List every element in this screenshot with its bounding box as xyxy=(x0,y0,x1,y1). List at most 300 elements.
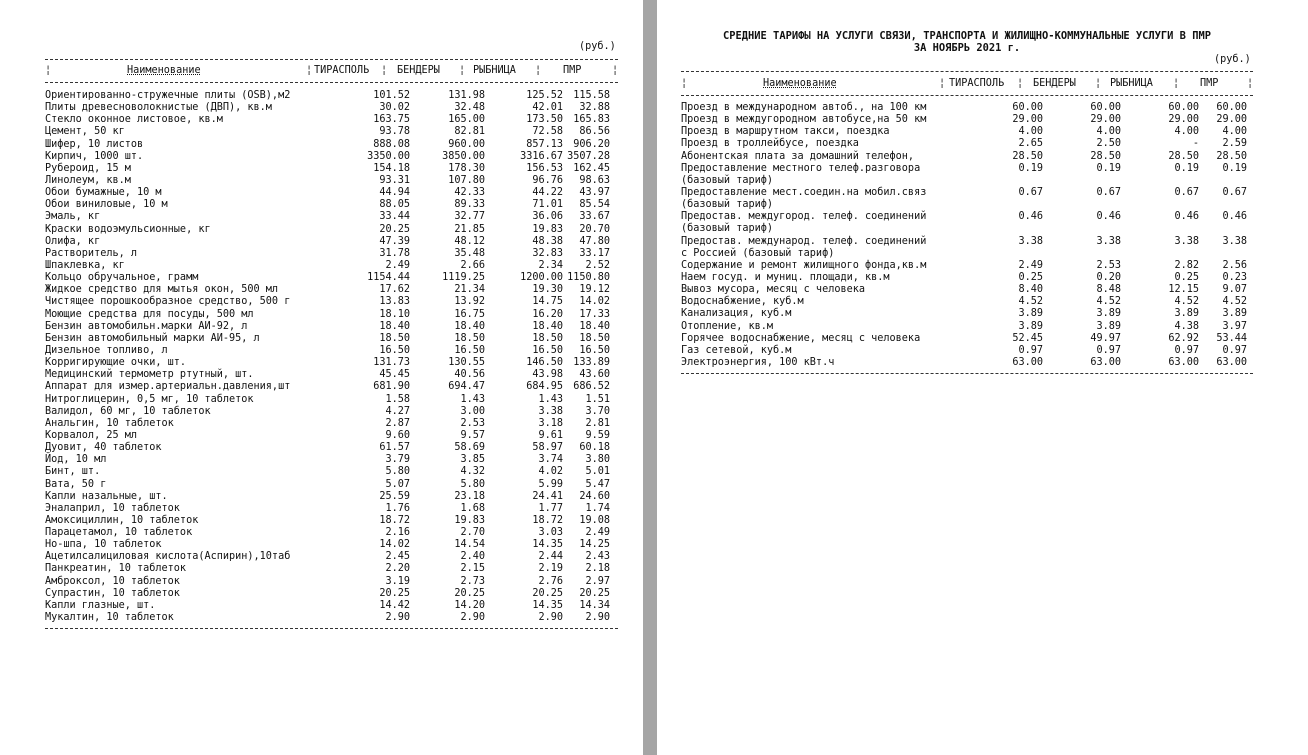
table-row xyxy=(45,491,618,503)
value-tiraspol: 52.45 xyxy=(1012,332,1043,344)
table-row xyxy=(45,272,618,284)
row-label: Предоставление местного телеф.разговора xyxy=(681,162,921,174)
value-rybnitsa: 58.97 xyxy=(532,442,563,454)
value-rybnitsa: 3.18 xyxy=(538,417,563,429)
value-bendery: 18.40 xyxy=(454,320,485,332)
table-row xyxy=(45,151,618,163)
table-row xyxy=(681,333,1253,345)
value-tiraspol: 1.76 xyxy=(385,502,410,514)
table-row xyxy=(45,126,618,138)
value-rybnitsa: 3.38 xyxy=(1174,235,1199,247)
header-pmr: ПМР xyxy=(1200,78,1219,89)
value-bendery: 2.73 xyxy=(460,575,485,587)
value-rybnitsa: 43.98 xyxy=(532,369,563,381)
value-pmr: 28.50 xyxy=(1216,150,1247,162)
row-label: Капли назальные, шт. xyxy=(45,490,168,502)
value-rybnitsa: 20.25 xyxy=(532,587,563,599)
value-rybnitsa: 29.00 xyxy=(1168,114,1199,126)
value-bendery: 32.77 xyxy=(454,211,485,223)
row-label: Анальгин, 10 таблеток xyxy=(45,417,174,429)
value-bendery: 23.18 xyxy=(454,490,485,502)
value-rybnitsa: 14.35 xyxy=(532,539,563,551)
table-row xyxy=(681,163,1253,175)
value-tiraspol: 13.83 xyxy=(379,296,410,308)
value-tiraspol: 18.72 xyxy=(379,514,410,526)
value-rybnitsa: 28.50 xyxy=(1168,150,1199,162)
value-bendery: 2.15 xyxy=(460,563,485,575)
value-bendery: 35.48 xyxy=(454,247,485,259)
value-pmr: 2.59 xyxy=(1222,138,1247,150)
row-label: Йод, 10 мл xyxy=(45,454,107,466)
table-row xyxy=(45,139,618,151)
row-label: Проезд в троллейбусе, поездка xyxy=(681,138,859,150)
value-pmr: 5.47 xyxy=(585,478,610,490)
value-tiraspol: 88.05 xyxy=(379,199,410,211)
value-rybnitsa: - xyxy=(1192,138,1199,150)
value-bendery: 8.48 xyxy=(1096,284,1121,296)
value-tiraspol: 2.87 xyxy=(385,417,410,429)
table-row xyxy=(45,357,618,369)
table-row xyxy=(681,296,1253,308)
value-rybnitsa: 0.46 xyxy=(1174,211,1199,223)
value-tiraspol: 0.25 xyxy=(1018,271,1043,283)
value-rybnitsa: 0.97 xyxy=(1174,344,1199,356)
table-row xyxy=(45,576,618,588)
value-rybnitsa: 36.06 xyxy=(532,211,563,223)
value-bendery: 0.19 xyxy=(1096,162,1121,174)
table-row xyxy=(45,600,618,612)
value-bendery: 2.66 xyxy=(460,259,485,271)
value-pmr: 3.70 xyxy=(585,405,610,417)
row-label: Аппарат для измер.артериальн.давления,шт xyxy=(45,381,291,393)
value-pmr: 86.56 xyxy=(579,126,610,138)
row-label: Бинт, шт. xyxy=(45,466,101,478)
table-row xyxy=(45,515,618,527)
value-tiraspol: 131.73 xyxy=(373,357,410,369)
row-label: Предостав. междугород. телеф. соединений xyxy=(681,211,927,223)
table-row xyxy=(45,236,618,248)
value-bendery: 18.50 xyxy=(454,332,485,344)
value-pmr: 0.67 xyxy=(1222,186,1247,198)
row-label: Дуовит, 40 таблеток xyxy=(45,442,162,454)
row-label: Вата, 50 г xyxy=(45,478,107,490)
row-label: Канализация, куб.м xyxy=(681,308,792,320)
table-row xyxy=(681,321,1253,333)
value-bendery: 2.40 xyxy=(460,551,485,563)
value-tiraspol: 25.59 xyxy=(379,490,410,502)
value-pmr: 60.18 xyxy=(579,442,610,454)
value-pmr: 1150.80 xyxy=(567,272,610,284)
row-label: Цемент, 50 кг xyxy=(45,126,125,138)
table-row xyxy=(45,551,618,563)
header-bottom-rule xyxy=(681,95,1253,96)
value-pmr: 9.59 xyxy=(585,429,610,441)
value-bendery: 130.55 xyxy=(448,357,485,369)
value-bendery: 131.98 xyxy=(448,90,485,101)
row-label: Мукалтин, 10 таблеток xyxy=(45,612,174,624)
value-pmr: 14.02 xyxy=(579,296,610,308)
value-pmr: 85.54 xyxy=(579,199,610,211)
value-rybnitsa: 2.34 xyxy=(538,259,563,271)
value-bendery: 14.54 xyxy=(454,539,485,551)
row-label: Проезд в международном автоб., на 100 км xyxy=(681,102,927,113)
value-bendery: 0.97 xyxy=(1096,344,1121,356)
row-label: Корригирующие очки, шт. xyxy=(45,357,187,369)
table-row xyxy=(681,126,1253,138)
value-bendery: 21.34 xyxy=(454,284,485,296)
table-row xyxy=(45,418,618,430)
table-row xyxy=(45,454,618,466)
row-label: Моющие средства для посуды, 500 мл xyxy=(45,308,254,320)
value-pmr: 2.97 xyxy=(585,575,610,587)
value-tiraspol: 101.52 xyxy=(373,90,410,101)
value-bendery: 4.32 xyxy=(460,466,485,478)
value-pmr: 1.51 xyxy=(585,393,610,405)
value-bendery: 2.53 xyxy=(1096,259,1121,271)
table-row xyxy=(681,114,1253,126)
value-bendery: 40.56 xyxy=(454,369,485,381)
value-rybnitsa: 62.92 xyxy=(1168,332,1199,344)
value-pmr: 47.80 xyxy=(579,235,610,247)
value-bendery: 16.50 xyxy=(454,344,485,356)
value-pmr: 24.60 xyxy=(579,490,610,502)
value-tiraspol: 2.45 xyxy=(385,551,410,563)
value-rybnitsa: 19.30 xyxy=(532,284,563,296)
value-tiraspol: 17.62 xyxy=(379,284,410,296)
value-rybnitsa: 684.95 xyxy=(526,381,563,393)
value-bendery: 28.50 xyxy=(1090,150,1121,162)
row-label: Бензин автомобильный марки АИ-95, л xyxy=(45,332,260,344)
table-row xyxy=(45,163,618,175)
row-label: (базовый тариф) xyxy=(681,199,774,211)
value-pmr: 32.88 xyxy=(579,102,610,114)
value-rybnitsa: 3.89 xyxy=(1174,308,1199,320)
value-tiraspol: 2.16 xyxy=(385,527,410,539)
value-tiraspol: 3.38 xyxy=(1018,235,1043,247)
table-row xyxy=(45,588,618,600)
header-tiraspol: ТИРАСПОЛЬ xyxy=(949,78,1005,89)
row-label: Краски водоэмульсионные, кг xyxy=(45,223,211,235)
header-tiraspol: ТИРАСПОЛЬ xyxy=(314,65,370,76)
value-tiraspol: 0.46 xyxy=(1018,211,1043,223)
value-tiraspol: 2.65 xyxy=(1018,138,1043,150)
table-header: ¦ Наименование ¦ ТИРАСПОЛЬ ¦ БЕНДЕРЫ ¦ РЫБНИЦА ¦ ПМР ¦ xyxy=(45,65,619,76)
table-row xyxy=(45,187,618,199)
value-bendery: 60.00 xyxy=(1090,102,1121,113)
value-bendery: 1.68 xyxy=(460,502,485,514)
value-rybnitsa: 9.61 xyxy=(538,429,563,441)
value-pmr: 9.07 xyxy=(1222,284,1247,296)
value-pmr: 14.25 xyxy=(579,539,610,551)
value-bendery: 29.00 xyxy=(1090,114,1121,126)
table-row xyxy=(45,309,618,321)
row-label: Кольцо обручальное, грамм xyxy=(45,272,199,284)
row-label: Растворитель, л xyxy=(45,247,138,259)
value-pmr: 33.17 xyxy=(579,247,610,259)
row-label: Линолеум, кв.м xyxy=(45,174,131,186)
row-label: Плиты древесноволокнистые (ДВП), кв.м xyxy=(45,102,272,114)
header-bottom-rule xyxy=(45,82,618,83)
value-pmr: 2.43 xyxy=(585,551,610,563)
table-row xyxy=(45,563,618,575)
table-row xyxy=(681,211,1253,223)
value-rybnitsa: 2.82 xyxy=(1174,259,1199,271)
value-tiraspol: 63.00 xyxy=(1012,356,1043,368)
row-label: Наем госуд. и муниц. площади, кв.м xyxy=(681,271,890,283)
table-row xyxy=(45,479,618,491)
table-row xyxy=(45,199,618,211)
value-bendery: 0.46 xyxy=(1096,211,1121,223)
value-pmr: 3507.28 xyxy=(567,150,610,162)
value-rybnitsa: 19.83 xyxy=(532,223,563,235)
value-pmr: 0.97 xyxy=(1222,344,1247,356)
header-bendery: БЕНДЕРЫ xyxy=(1033,78,1076,89)
row-label: Корвалол, 25 мл xyxy=(45,429,138,441)
value-pmr: 98.63 xyxy=(579,174,610,186)
value-tiraspol: 33.44 xyxy=(379,211,410,223)
value-bendery: 58.69 xyxy=(454,442,485,454)
value-tiraspol: 4.27 xyxy=(385,405,410,417)
document-page-left xyxy=(0,0,643,755)
table-row xyxy=(45,284,618,296)
value-bendery: 165.00 xyxy=(448,114,485,126)
value-tiraspol: 2.49 xyxy=(1018,259,1043,271)
value-tiraspol: 93.78 xyxy=(379,126,410,138)
value-pmr: 63.00 xyxy=(1216,356,1247,368)
table-row xyxy=(45,333,618,345)
header-rybnitsa: РЫБНИЦА xyxy=(1110,78,1153,89)
value-bendery: 2.53 xyxy=(460,417,485,429)
table-row xyxy=(45,321,618,333)
value-rybnitsa: 48.38 xyxy=(532,235,563,247)
row-label: Нитроглицерин, 0,5 мг, 10 таблеток xyxy=(45,393,254,405)
row-label: с Россией (базовый тариф) xyxy=(681,247,835,259)
value-tiraspol: 4.00 xyxy=(1018,126,1043,138)
table-row xyxy=(45,90,618,102)
value-tiraspol: 681.90 xyxy=(373,381,410,393)
row-label: Абонентская плата за домашний телефон, xyxy=(681,150,915,162)
value-pmr: 33.67 xyxy=(579,211,610,223)
value-rybnitsa: 14.35 xyxy=(532,599,563,611)
value-tiraspol: 45.45 xyxy=(379,369,410,381)
value-pmr: 53.44 xyxy=(1216,332,1247,344)
value-bendery: 3.38 xyxy=(1096,235,1121,247)
row-label: Панкреатин, 10 таблеток xyxy=(45,563,187,575)
value-pmr: 2.81 xyxy=(585,417,610,429)
value-pmr: 3.80 xyxy=(585,454,610,466)
table-header: ¦ Наименование ¦ ТИРАСПОЛЬ ¦ БЕНДЕРЫ ¦ РЫБНИЦА ¦ ПМР ¦ xyxy=(681,78,1254,89)
header-rybnitsa: РЫБНИЦА xyxy=(473,65,516,76)
value-pmr: 162.45 xyxy=(573,162,610,174)
value-tiraspol: 60.00 xyxy=(1012,102,1043,113)
value-rybnitsa: 0.67 xyxy=(1174,186,1199,198)
row-label: Эмаль, кг xyxy=(45,211,101,223)
row-label: Шпаклевка, кг xyxy=(45,259,125,271)
row-label: Обои виниловые, 10 м xyxy=(45,199,168,211)
row-label: Медицинский термометр ртутный, шт. xyxy=(45,369,254,381)
value-pmr: 3.89 xyxy=(1222,308,1247,320)
row-label: Дизельное топливо, л xyxy=(45,344,168,356)
value-tiraspol: 14.42 xyxy=(379,599,410,611)
row-label: Отопление, кв.м xyxy=(681,320,774,332)
value-tiraspol: 2.49 xyxy=(385,259,410,271)
value-rybnitsa: 71.01 xyxy=(532,199,563,211)
value-tiraspol: 29.00 xyxy=(1012,114,1043,126)
table-row xyxy=(681,345,1253,357)
row-label: Валидол, 60 мг, 10 таблеток xyxy=(45,405,211,417)
value-rybnitsa: 1.77 xyxy=(538,502,563,514)
row-label: Супрастин, 10 таблеток xyxy=(45,587,180,599)
value-tiraspol: 8.40 xyxy=(1018,284,1043,296)
value-rybnitsa: 4.00 xyxy=(1174,126,1199,138)
row-label: Водоснабжение, куб.м xyxy=(681,296,804,308)
table-row xyxy=(681,284,1253,296)
value-pmr: 43.97 xyxy=(579,187,610,199)
value-rybnitsa: 1.43 xyxy=(538,393,563,405)
value-pmr: 1.74 xyxy=(585,502,610,514)
header-name: Наименование xyxy=(127,65,201,76)
value-tiraspol: 4.52 xyxy=(1018,296,1043,308)
table-row xyxy=(45,248,618,260)
row-label: Содержание и ремонт жилищного фонда,кв.м xyxy=(681,259,927,271)
row-label: Парацетамол, 10 таблеток xyxy=(45,527,193,539)
table-row xyxy=(681,151,1253,163)
value-tiraspol: 154.18 xyxy=(373,162,410,174)
value-pmr: 29.00 xyxy=(1216,114,1247,126)
value-bendery: 3.89 xyxy=(1096,320,1121,332)
value-pmr: 43.60 xyxy=(579,369,610,381)
value-pmr: 0.46 xyxy=(1222,211,1247,223)
table-bottom-rule xyxy=(681,373,1253,374)
value-rybnitsa: 0.19 xyxy=(1174,162,1199,174)
header-name: Наименование xyxy=(763,78,837,89)
value-tiraspol: 0.67 xyxy=(1018,186,1043,198)
value-bendery: 3.89 xyxy=(1096,308,1121,320)
value-tiraspol: 5.80 xyxy=(385,466,410,478)
value-rybnitsa: 4.38 xyxy=(1174,320,1199,332)
value-rybnitsa: 16.20 xyxy=(532,308,563,320)
header-bendery: БЕНДЕРЫ xyxy=(397,65,440,76)
value-rybnitsa: 3.74 xyxy=(538,454,563,466)
value-rybnitsa: 32.83 xyxy=(532,247,563,259)
table-top-rule xyxy=(45,59,618,60)
value-bendery: 4.52 xyxy=(1096,296,1121,308)
value-rybnitsa: 173.50 xyxy=(526,114,563,126)
table-row xyxy=(681,357,1253,369)
table-row xyxy=(681,102,1253,114)
value-bendery: 13.92 xyxy=(454,296,485,308)
table-row xyxy=(681,236,1253,248)
value-rybnitsa: 4.52 xyxy=(1174,296,1199,308)
header-pmr: ПМР xyxy=(563,65,582,76)
table-row xyxy=(45,381,618,393)
table-row xyxy=(681,260,1253,272)
row-label: Обои бумажные, 10 м xyxy=(45,187,162,199)
value-rybnitsa: 5.99 xyxy=(538,478,563,490)
value-tiraspol: 2.20 xyxy=(385,563,410,575)
value-pmr: 686.52 xyxy=(573,381,610,393)
row-label: Проезд в маршрутном такси, поездка xyxy=(681,126,890,138)
table-row xyxy=(45,260,618,272)
table-row xyxy=(681,199,1253,211)
value-tiraspol: 20.25 xyxy=(379,223,410,235)
value-tiraspol: 9.60 xyxy=(385,429,410,441)
value-rybnitsa: 1200.00 xyxy=(520,272,563,284)
value-tiraspol: 18.10 xyxy=(379,308,410,320)
row-label: Но-шпа, 10 таблеток xyxy=(45,539,162,551)
value-tiraspol: 44.94 xyxy=(379,187,410,199)
value-pmr: 18.50 xyxy=(579,332,610,344)
value-tiraspol: 20.25 xyxy=(379,587,410,599)
value-bendery: 2.50 xyxy=(1096,138,1121,150)
page-subtitle: ЗА НОЯБРЬ 2021 г. xyxy=(913,42,1021,54)
value-bendery: 14.20 xyxy=(454,599,485,611)
value-bendery: 4.00 xyxy=(1096,126,1121,138)
value-rybnitsa: 2.44 xyxy=(538,551,563,563)
value-bendery: 3850.00 xyxy=(442,150,485,162)
table-row xyxy=(45,539,618,551)
value-bendery: 21.85 xyxy=(454,223,485,235)
value-pmr: 19.12 xyxy=(579,284,610,296)
value-pmr: 20.25 xyxy=(579,587,610,599)
value-rybnitsa: 0.25 xyxy=(1174,271,1199,283)
value-tiraspol: 3.19 xyxy=(385,575,410,587)
table-row xyxy=(681,223,1253,235)
value-bendery: 0.20 xyxy=(1096,271,1121,283)
row-label: Проезд в междугородном автобусе,на 50 км xyxy=(681,114,927,126)
value-pmr: 3.38 xyxy=(1222,235,1247,247)
value-pmr: 5.01 xyxy=(585,466,610,478)
table-row xyxy=(681,138,1253,150)
value-bendery: 178.30 xyxy=(448,162,485,174)
row-label: Горячее водоснабжение, месяц с человека xyxy=(681,332,921,344)
value-tiraspol: 3350.00 xyxy=(367,150,410,162)
row-label: Чистящее порошкообразное средство, 500 г xyxy=(45,296,291,308)
table-body xyxy=(681,102,1253,369)
value-rybnitsa: 60.00 xyxy=(1168,102,1199,113)
table-body xyxy=(45,90,618,624)
value-rybnitsa: 18.50 xyxy=(532,332,563,344)
value-pmr: 3.97 xyxy=(1222,320,1247,332)
value-rybnitsa: 125.52 xyxy=(526,90,563,101)
value-pmr: 60.00 xyxy=(1216,102,1247,113)
row-label: Бензин автомобильн.марки АИ-92, л xyxy=(45,320,248,332)
row-label: Рубероид, 15 м xyxy=(45,162,131,174)
table-row xyxy=(45,114,618,126)
row-label: Предоставление мест.соедин.на мобил.связ xyxy=(681,186,927,198)
value-bendery: 49.97 xyxy=(1090,332,1121,344)
value-bendery: 694.47 xyxy=(448,381,485,393)
table-row xyxy=(45,430,618,442)
currency-unit: (руб.) xyxy=(1214,54,1251,65)
value-tiraspol: 3.89 xyxy=(1018,308,1043,320)
value-tiraspol: 3.79 xyxy=(385,454,410,466)
row-label: Кирпич, 1000 шт. xyxy=(45,150,144,162)
value-rybnitsa: 2.76 xyxy=(538,575,563,587)
value-pmr: 906.20 xyxy=(573,138,610,150)
value-tiraspol: 16.50 xyxy=(379,344,410,356)
table-row xyxy=(681,272,1253,284)
table-row xyxy=(681,308,1253,320)
row-label: Эналаприл, 10 таблеток xyxy=(45,502,180,514)
value-bendery: 3.00 xyxy=(460,405,485,417)
table-row xyxy=(45,224,618,236)
value-bendery: 16.75 xyxy=(454,308,485,320)
value-rybnitsa: 2.19 xyxy=(538,563,563,575)
value-tiraspol: 93.31 xyxy=(379,174,410,186)
value-rybnitsa: 12.15 xyxy=(1168,284,1199,296)
value-bendery: 1.43 xyxy=(460,393,485,405)
